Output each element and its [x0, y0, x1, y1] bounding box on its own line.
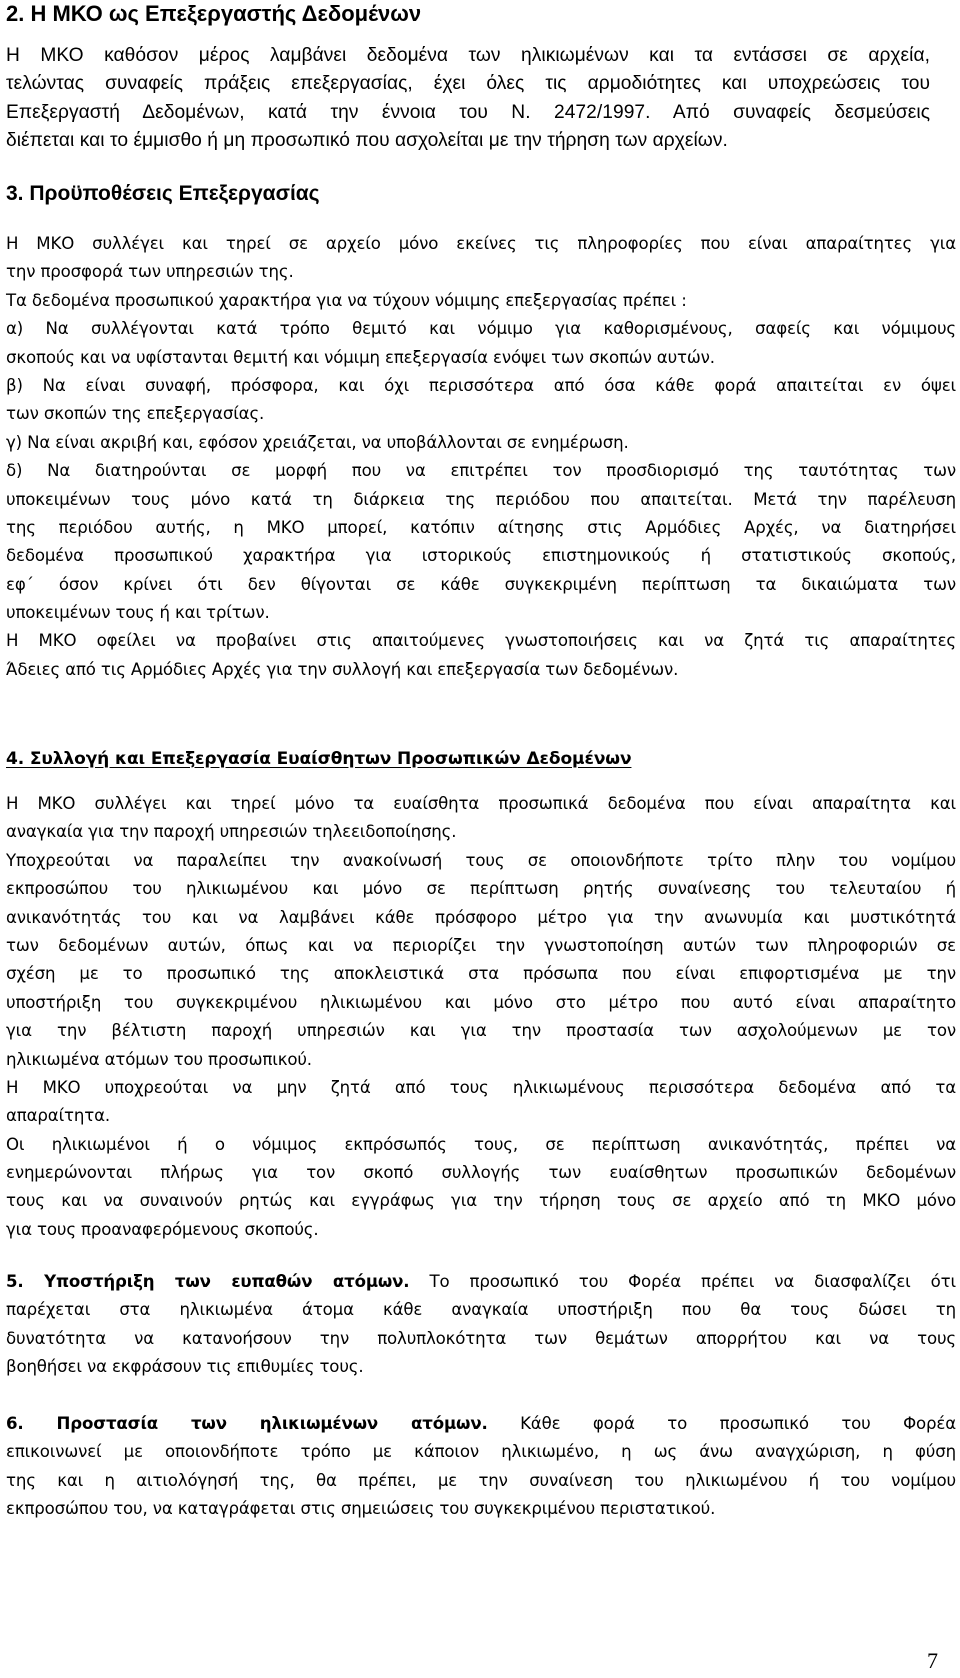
- text-line: σχέση με το προσωπικό της αποκλειστικά στα πρόσωπα που είναι επιφορτισμένα με την: [6, 964, 956, 984]
- text-line: διέπεται και το έμμισθο ή μη προσωπικό που ασχολείται με την τήρηση των αρχείων.: [6, 130, 728, 152]
- text-line: υποκειμένων τους μόνο κατά τη διάρκεια της περιόδου που απαιτείται. Μετά την παρέλευση: [6, 489, 956, 509]
- text-line: Υποχρεούται να παραλείπει την ανακοίνωσή τους σε οποιονδήποτε τρίτο πλην του νομίμου: [6, 850, 956, 870]
- section-4-heading: 4. Συλλογή και Επεξεργασία Ευαίσθητων Προσωπικών Δεδομένων: [6, 749, 632, 769]
- text-line: ενημερώνονται πλήρως για τον σκοπό συλλογής των ευαίσθητων προσωπικών δεδομένων: [6, 1163, 956, 1183]
- text-line: παρέχεται στα ηλικιωμένα άτομα κάθε αναγκαία υποστήριξη που θα τους δώσει τη: [6, 1300, 956, 1320]
- section-6-first-line: [6, 1410, 956, 1438]
- text-line: δυνατότητα να κατανοήσουν την πολυπλοκότητα των θεμάτων απορρήτου και να τους: [6, 1328, 956, 1348]
- text-line: των δεδομένων αυτών, όπως και να περιορίζει την γνωστοποίηση αυτών των πληροφοριών σε: [6, 935, 956, 955]
- text-line: αναγκαία για την παροχή υπηρεσιών τηλεειδοποίησης.: [6, 822, 457, 842]
- text-line: απαραίτητα.: [6, 1106, 111, 1126]
- text-line: β) Να είναι συναφή, πρόσφορα, και όχι περισσότερα από όσα κάθε φορά απαιτείται εν όψει: [6, 375, 956, 395]
- text-line: Η ΜΚΟ υποχρεούται να μην ζητά από τους ηλικιωμένους περισσότερα δεδομένα από τα: [6, 1077, 956, 1097]
- text-line: της περιόδου αυτής, η ΜΚΟ μπορεί, κατόπιν αίτησης στις Αρμόδιες Αρχές, να διατηρήσει: [6, 517, 956, 537]
- text-line: Η ΜΚΟ συλλέγει και τηρεί μόνο τα ευαίσθητα προσωπικά δεδομένα που είναι απαραίτητα και: [6, 794, 956, 813]
- text-line: τελώντας συναφείς πράξεις επεξεργασίας, έχει όλες τις αρμοδιότητες και υποχρεώσεις του: [6, 73, 930, 95]
- text-line: Άδειες από τις Αρμόδιες Αρχές για την συλλογή και επεξεργασία των δεδομένων.: [6, 659, 679, 679]
- text-line: για τους προαναφερόμενους σκοπούς.: [6, 1219, 319, 1239]
- section-6-heading: 6. Προστασία των ηλικιωμένων ατόμων.: [6, 1414, 488, 1433]
- text-line: για την βέλτιστη παροχή υπηρεσιών και για την προστασία των ασχολούμενων με τον: [6, 1021, 956, 1041]
- text-line: α) Να συλλέγονται κατά τρόπο θεμιτό και νόμιμο για καθορισμένους, σαφείς και νόμιμους: [6, 319, 956, 339]
- text-line: την προσφορά των υπηρεσιών της.: [6, 262, 294, 282]
- text-line: γ) Να είναι ακριβή και, εφόσον χρειάζεται, να υποβάλλονται σε ενημέρωση.: [6, 432, 629, 452]
- section-5-first-line: [6, 1268, 956, 1296]
- text-line: εφ΄ όσον κρίνει ότι δεν θίγονται σε κάθε συγκεκριμένη περίπτωση τα δικαιώματα των: [6, 574, 956, 594]
- section-4-paragraph: [6, 790, 956, 1244]
- section-5-paragraph: [6, 1268, 956, 1382]
- section-3-paragraph: [6, 230, 956, 684]
- text-line: υποκειμένων τους ή και τρίτων.: [6, 603, 270, 623]
- text-line: δεδομένα προσωπικού χαρακτήρα για ιστορικούς επιστημονικούς ή στατιστικούς σκοπούς,: [6, 546, 956, 566]
- text-line: ανικανότητάς του και να λαμβάνει κάθε πρόσφορο μέτρο για την ανωνυμία και μυστικότητά: [6, 907, 956, 927]
- text-line: ηλικιωμένα ατόμων του προσωπικού.: [6, 1049, 312, 1069]
- text-line: Η ΜΚΟ οφείλει να προβαίνει στις απαιτούμενες γνωστοποιήσεις και να ζητά τις απαραίτητες: [6, 631, 956, 651]
- text-line: Επεξεργαστή Δεδομένων, κατά την έννοια του Ν. 2472/1997. Από συναφείς δεσμεύσεις: [6, 101, 930, 123]
- page-number: 7: [927, 1648, 938, 1673]
- section-6-first-line-text: Κάθε φορά το προσωπικό του Φορέα: [487, 1414, 956, 1433]
- text-line: δ) Να διατηρούνται σε μορφή που να επιτρέπει τον προσδιορισμό της ταυτότητας των: [6, 461, 956, 481]
- text-line: βοηθήσει να εκφράσουν τις επιθυμίες τους.: [6, 1357, 364, 1377]
- text-line: των σκοπών της επεξεργασίας.: [6, 404, 265, 424]
- text-line: Η ΜΚΟ συλλέγει και τηρεί σε αρχείο μόνο εκείνες τις πληροφορίες που είναι απαραίτητες για: [6, 234, 956, 253]
- text-line: επικοινωνεί με οποιονδήποτε τρόπο με κάποιον ηλικιωμένο, η ως άνω αναγχώριση, η φύση: [6, 1442, 956, 1462]
- text-line: υποστήριξη του συγκεκριμένου ηλικιωμένου και μόνο στο μέτρο που αυτό είναι απαραίτητο: [6, 992, 956, 1012]
- section-5-first-line-text: Το προσωπικό του Φορέα πρέπει να διασφαλίζει ότι: [409, 1272, 956, 1291]
- text-line: εκπροσώπου του ηλικιωμένου και μόνο σε περίπτωση ρητής συναίνεσης του τελευταίου ή: [6, 879, 956, 899]
- section-2-heading: 2. Η ΜΚΟ ως Επεξεργαστής Δεδομένων: [6, 1, 422, 26]
- text-line: σκοπούς και να υφίστανται θεμιτή και νόμιμη επεξεργασία ενόψει των σκοπών αυτών.: [6, 347, 715, 367]
- section-6-paragraph: [6, 1410, 956, 1524]
- text-line: τους και να συναινούν ρητώς και εγγράφως για την τήρηση τους σε αρχείο από τη ΜΚΟ μόνο: [6, 1191, 956, 1211]
- text-line: της και η αιτιολόγησή της, θα πρέπει, με την συναίνεση του ηλικιωμένου ή του νομίμου: [6, 1470, 956, 1490]
- section-3-heading: 3. Προϋποθέσεις Επεξεργασίας: [6, 182, 320, 205]
- text-line: Η ΜΚΟ καθόσον μέρος λαμβάνει δεδομένα των ηλικιωμένων και τα εντάσσει σε αρχεία,: [6, 45, 930, 66]
- text-line: Τα δεδομένα προσωπικού χαρακτήρα για να τύχουν νόμιμης επεξεργασίας πρέπει :: [6, 290, 687, 310]
- section-2-paragraph: [6, 42, 930, 156]
- text-line: εκπροσώπου του, να καταγράφεται στις σημειώσεις του συγκεκριμένου περιστατικού.: [6, 1499, 716, 1519]
- section-5-heading: 5. Υποστήριξη των ευπαθών ατόμων.: [6, 1272, 410, 1291]
- text-line: Οι ηλικιωμένοι ή ο νόμιμος εκπρόσωπός τους, σε περίπτωση ανικανότητάς, πρέπει να: [6, 1134, 956, 1154]
